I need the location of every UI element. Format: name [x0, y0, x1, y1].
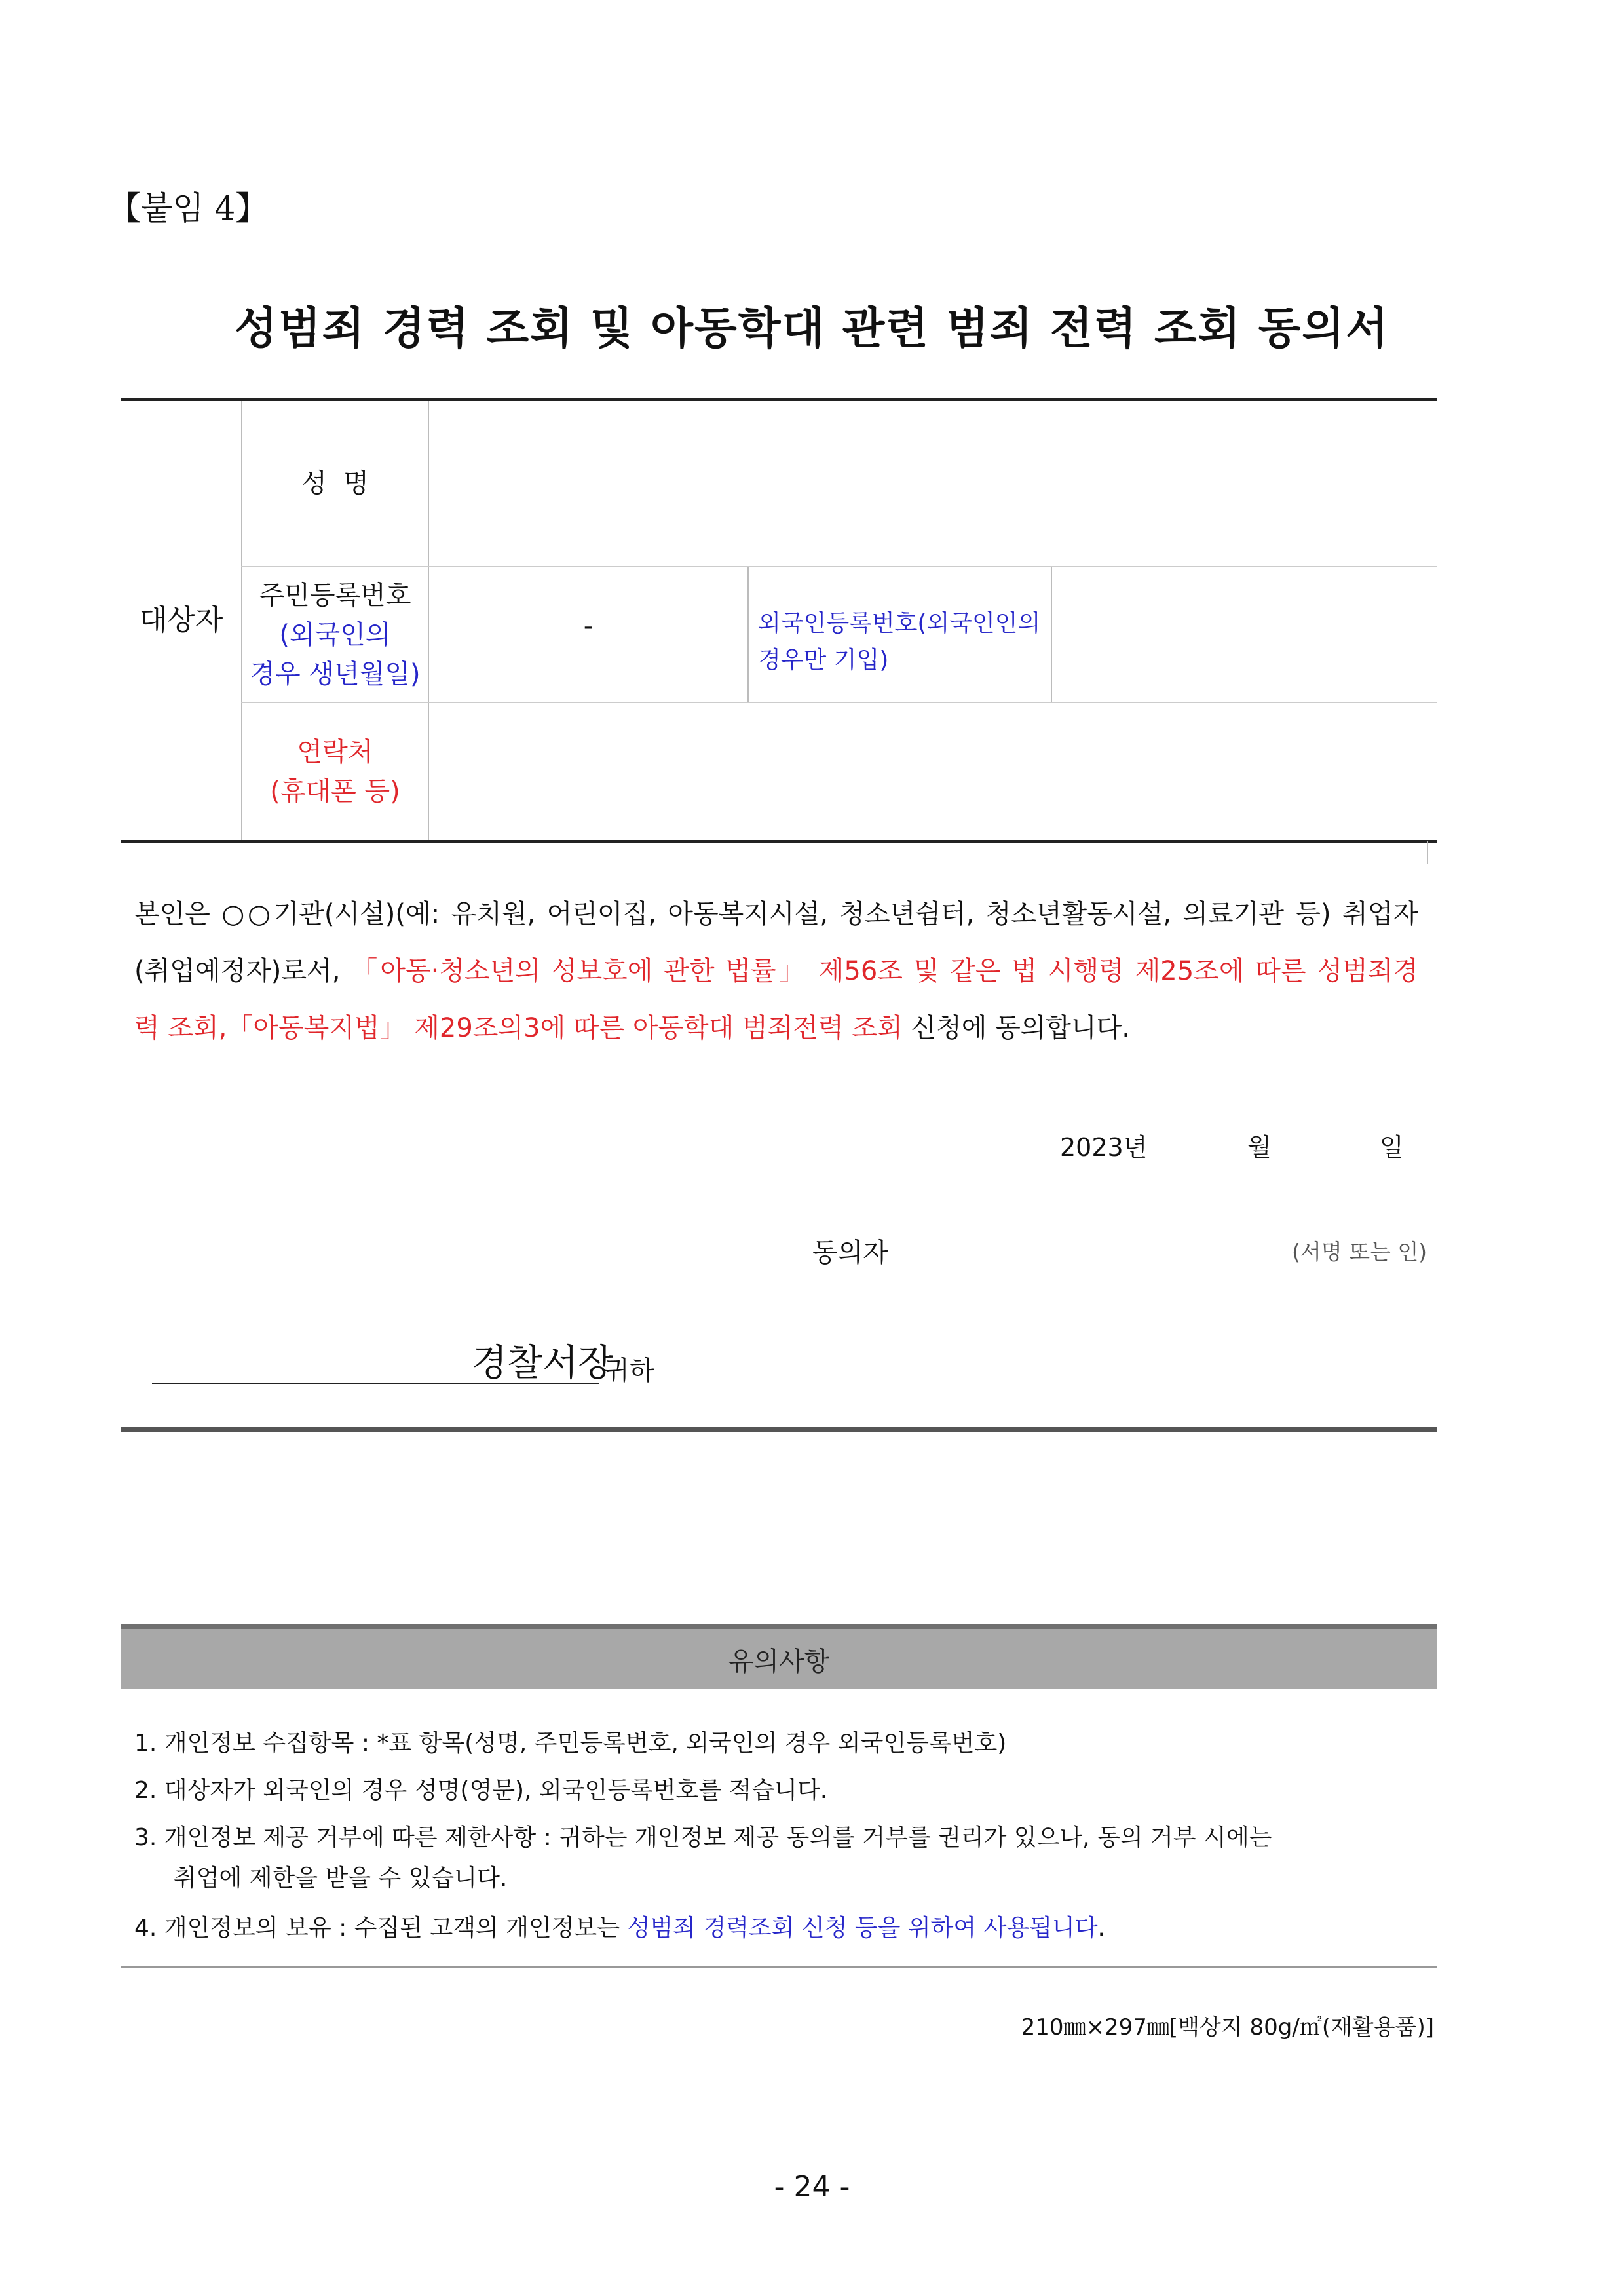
note-item-2: 2. 대상자가 외국인의 경우 성명(영문), 외국인등록번호를 적습니다. [134, 1777, 828, 1804]
contact-note: (휴대폰 등) [270, 776, 400, 807]
foreign-reg-label-line1: 외국인등록번호(외국인인의 [758, 610, 1041, 637]
rrn-note-line2: 경우 생년월일) [250, 659, 421, 689]
document-title: 성범죄 경력 조회 및 아동학대 관련 범죄 전력 조회 동의서 [235, 303, 1389, 354]
note-item-4-purpose: 성범죄 경력조회 신청 등을 위하여 사용됩니다 [627, 1915, 1098, 1942]
name-label [242, 401, 428, 566]
foreign-reg-input[interactable] [1052, 567, 1437, 702]
police-chief-label: 경찰서장 [472, 1342, 614, 1385]
consent-line-2-law: 「아동·청소년의 성보호에 관한 법률」 제56조 및 같은 법 시행령 제25조에 따른 성범죄경 [351, 956, 1419, 986]
contact-label-text: 연락처 [297, 737, 373, 767]
sign-hint[interactable]: (서명 또는 인) [1292, 1239, 1427, 1265]
consent-line-1: 본인은 ○○기관(시설)(예: 유치원, 어린이집, 아동복지시설, 청소년쉼터, 청소년활동시설, 의료기관 등) 취업자 [134, 899, 1418, 929]
note-item-4 [134, 1908, 1438, 1949]
regards-label: 귀하 [604, 1356, 655, 1386]
notes-header: 유의사항 [121, 1624, 1437, 1689]
foreign-reg-label [749, 567, 1051, 702]
name-label-text: 성 명 [301, 469, 369, 499]
table-bottom-border [121, 840, 1437, 843]
notes-bottom-border [121, 1966, 1437, 1968]
paper-spec: 210㎜×297㎜[백상지 80g/㎡(재활용품)] [1021, 2014, 1434, 2040]
consent-line-3 [134, 1000, 1418, 1057]
consent-line-3-suffix: 신청에 동의합니다. [902, 1013, 1130, 1043]
consent-paragraph [134, 886, 1418, 1057]
rrn-note-line1: (외국인의 [279, 620, 391, 650]
consenter-label: 동의자 [812, 1238, 888, 1268]
subject-label: 대상자 [139, 603, 223, 637]
consent-line-2-prefix: (취업예정자)로서, [134, 956, 352, 986]
rrn-label [242, 567, 428, 702]
note-item-3-line2: 취업에 제한을 받을 수 있습니다. [174, 1865, 508, 1892]
note-item-1: 1. 개인정보 수집항목 : *표 항목(성명, 주민등록번호, 외국인의 경우 외국인등록번호) [134, 1730, 1007, 1757]
attachment-label: 【붙임 4】 [108, 189, 269, 227]
note-item-4-prefix: 4. 개인정보의 보유 : 수집된 고객의 개인정보는 [134, 1915, 628, 1942]
foreign-reg-label-line2: 경우만 기입) [758, 647, 889, 674]
rrn-separator: - [583, 611, 594, 641]
date-day: 일 [1380, 1133, 1404, 1162]
table-right-stub [1427, 841, 1428, 864]
consent-line-2 [134, 943, 1418, 1000]
contact-label [242, 703, 428, 840]
note-item-3-line1: 3. 개인정보 제공 거부에 따른 제한사항 : 귀하는 개인정보 제공 동의를 거부를 권리가 있으나, 동의 거부 시에는 [134, 1824, 1272, 1851]
section-divider [121, 1427, 1437, 1432]
contact-input[interactable] [429, 703, 1437, 840]
rrn-label-text: 주민등록번호 [259, 581, 411, 611]
note-item-4-suffix: . [1097, 1915, 1105, 1942]
name-input[interactable] [429, 401, 1437, 566]
page-number: - 24 - [774, 2170, 850, 2204]
consent-line-3-law: 력 조회,「아동복지법」 제29조의3에 따른 아동학대 범죄전력 조회 [134, 1013, 903, 1043]
note-item-3 [134, 1818, 1438, 1899]
rrn-input[interactable] [429, 567, 747, 702]
date-month: 월 [1247, 1133, 1272, 1162]
date-year: 2023년 [1060, 1133, 1148, 1162]
